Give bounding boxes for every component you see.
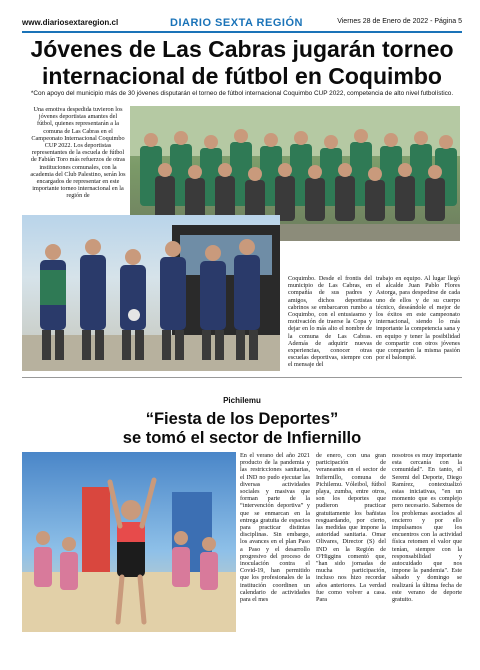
headline-line-1: Jóvenes de Las Cabras jugarán torneo xyxy=(30,36,454,62)
article-intro: Una emotiva despedida tuvieron los jóvenes deportistas amantes del fútbol, quienes representarán a la comuna de Las Cabras en el Campeonato Internacional Coquimbo CUP 2022. Los deportistas representantes de la escuela de fútbol de Fabián Toro más refuerzos de otras instituciones comunales, con la academia del Club Palestino, serán los encargados de representar en este importante torneo internacional en la región de xyxy=(30,106,126,200)
dateline: Viernes 28 de Enero de 2022 - Página 5 xyxy=(337,18,462,25)
article-subhead: *Con apoyo del municipio más de 30 jóvenes disputarán el torneo de fútbol internacional Coquimbo CUP 2022, competencia de alto nivel futbolístico. xyxy=(30,90,454,97)
paper-name: DIARIO SEXTA REGIÓN xyxy=(170,17,303,29)
article-body-col-1: Coquimbo. Desde el frontis del municipio de Las Cabras, en compañía de sus padres y amigos, dichos deportistas cabrinos se embarcaron rumbo a Coquimbo, con el entusiasmo y motivación de traerse la Copa y dejar en lo más alto el nombre de la comuna de Las Cabras. Además de adquirir nuevas experiencias, conocer otras escuelas deportivas, siempre con el mensaje del xyxy=(288,275,372,369)
article-body-col-2: trabajo en equipo. Al lugar llegó el alcalde Juan Pablo Flores Astorga, para despedirse de cada uno de ellos y de su cuerpo técnico, deseándole el mejor de los éxitos en este campeonato internacional, siendo lo más importante la competencia sana y en equipo y tener la posibilidad de compartir con otros jóvenes que comparten la misma pasión por el balompié. xyxy=(376,275,460,362)
article-2-col-1: En el verano del año 2021 producto de la pandemia y las restricciones sanitarias, el IND no pudo ejecutar las diversas actividades sociales y masivas que forman parte de la “intervención deportiva” y que se enmarcan en la entrega gratuita de espacios para practicar distintas disciplinas. Sin embargo, los avances en el plan Paso a Paso y el desarrollo progresivo del proceso de inoculación contra el Covid-19, han permitido que los profesionales de la institución coordinen un calendario de actividades para el mes xyxy=(240,452,310,604)
beach-photo-figures xyxy=(22,452,236,632)
beach-zumba-photo xyxy=(22,452,236,632)
section-divider xyxy=(22,377,462,378)
headline-line-2: internacional de fútbol en Coquimbo xyxy=(42,63,442,89)
article-2-col-2: de enero, con una gran participación de veraneantes en el sector de Infiernillo, comuna de Pichilemu. Vóleibol, fútbol playa, zumba, entre otros, son los deportes que pudieron practicar gratuitamente los bañistas resguardando, por cierto, las medidas que impone la autoridad sanitaria. Omar Olivares, Director (S) del IND en la Región de O'Higgins comentó que, "han sido jornadas de mucha participación, incluso nos hizo recordar años anteriores. La verdad fue como volver a casa. Para xyxy=(316,452,386,604)
article-headline-2 xyxy=(22,410,462,448)
article-headline xyxy=(22,36,462,90)
section-kicker: Pichilemu xyxy=(223,396,261,405)
headline-2-line-1: “Fiesta de los Deportes” xyxy=(145,410,339,428)
top-rule xyxy=(22,31,462,33)
bus-departure-photo xyxy=(22,215,280,371)
bus-photo-figures xyxy=(22,215,280,371)
masthead xyxy=(22,18,462,32)
site-url[interactable]: www.diariosextaregion.cl xyxy=(22,18,119,27)
article-2-col-3: nosotros es muy importante esta cercanía con la comunidad". En tanto, el Seremi del Deporte, Diego Ramírez, contextualizó estas iniciativas, "en un momento que es complejo pero necesario. Sabemos de los problemas asociados al encierro y por ello impulsamos que los encuentros con la actividad física retomen el valor que tenían, siempre con la responsabilidad y autocuidado que nos impone la pandemia". Este sábado y domingo se realizará la última fecha de este verano de deporte gratuito. xyxy=(392,452,462,604)
headline-2-line-2: se tomó el sector de Infiernillo xyxy=(122,429,362,447)
